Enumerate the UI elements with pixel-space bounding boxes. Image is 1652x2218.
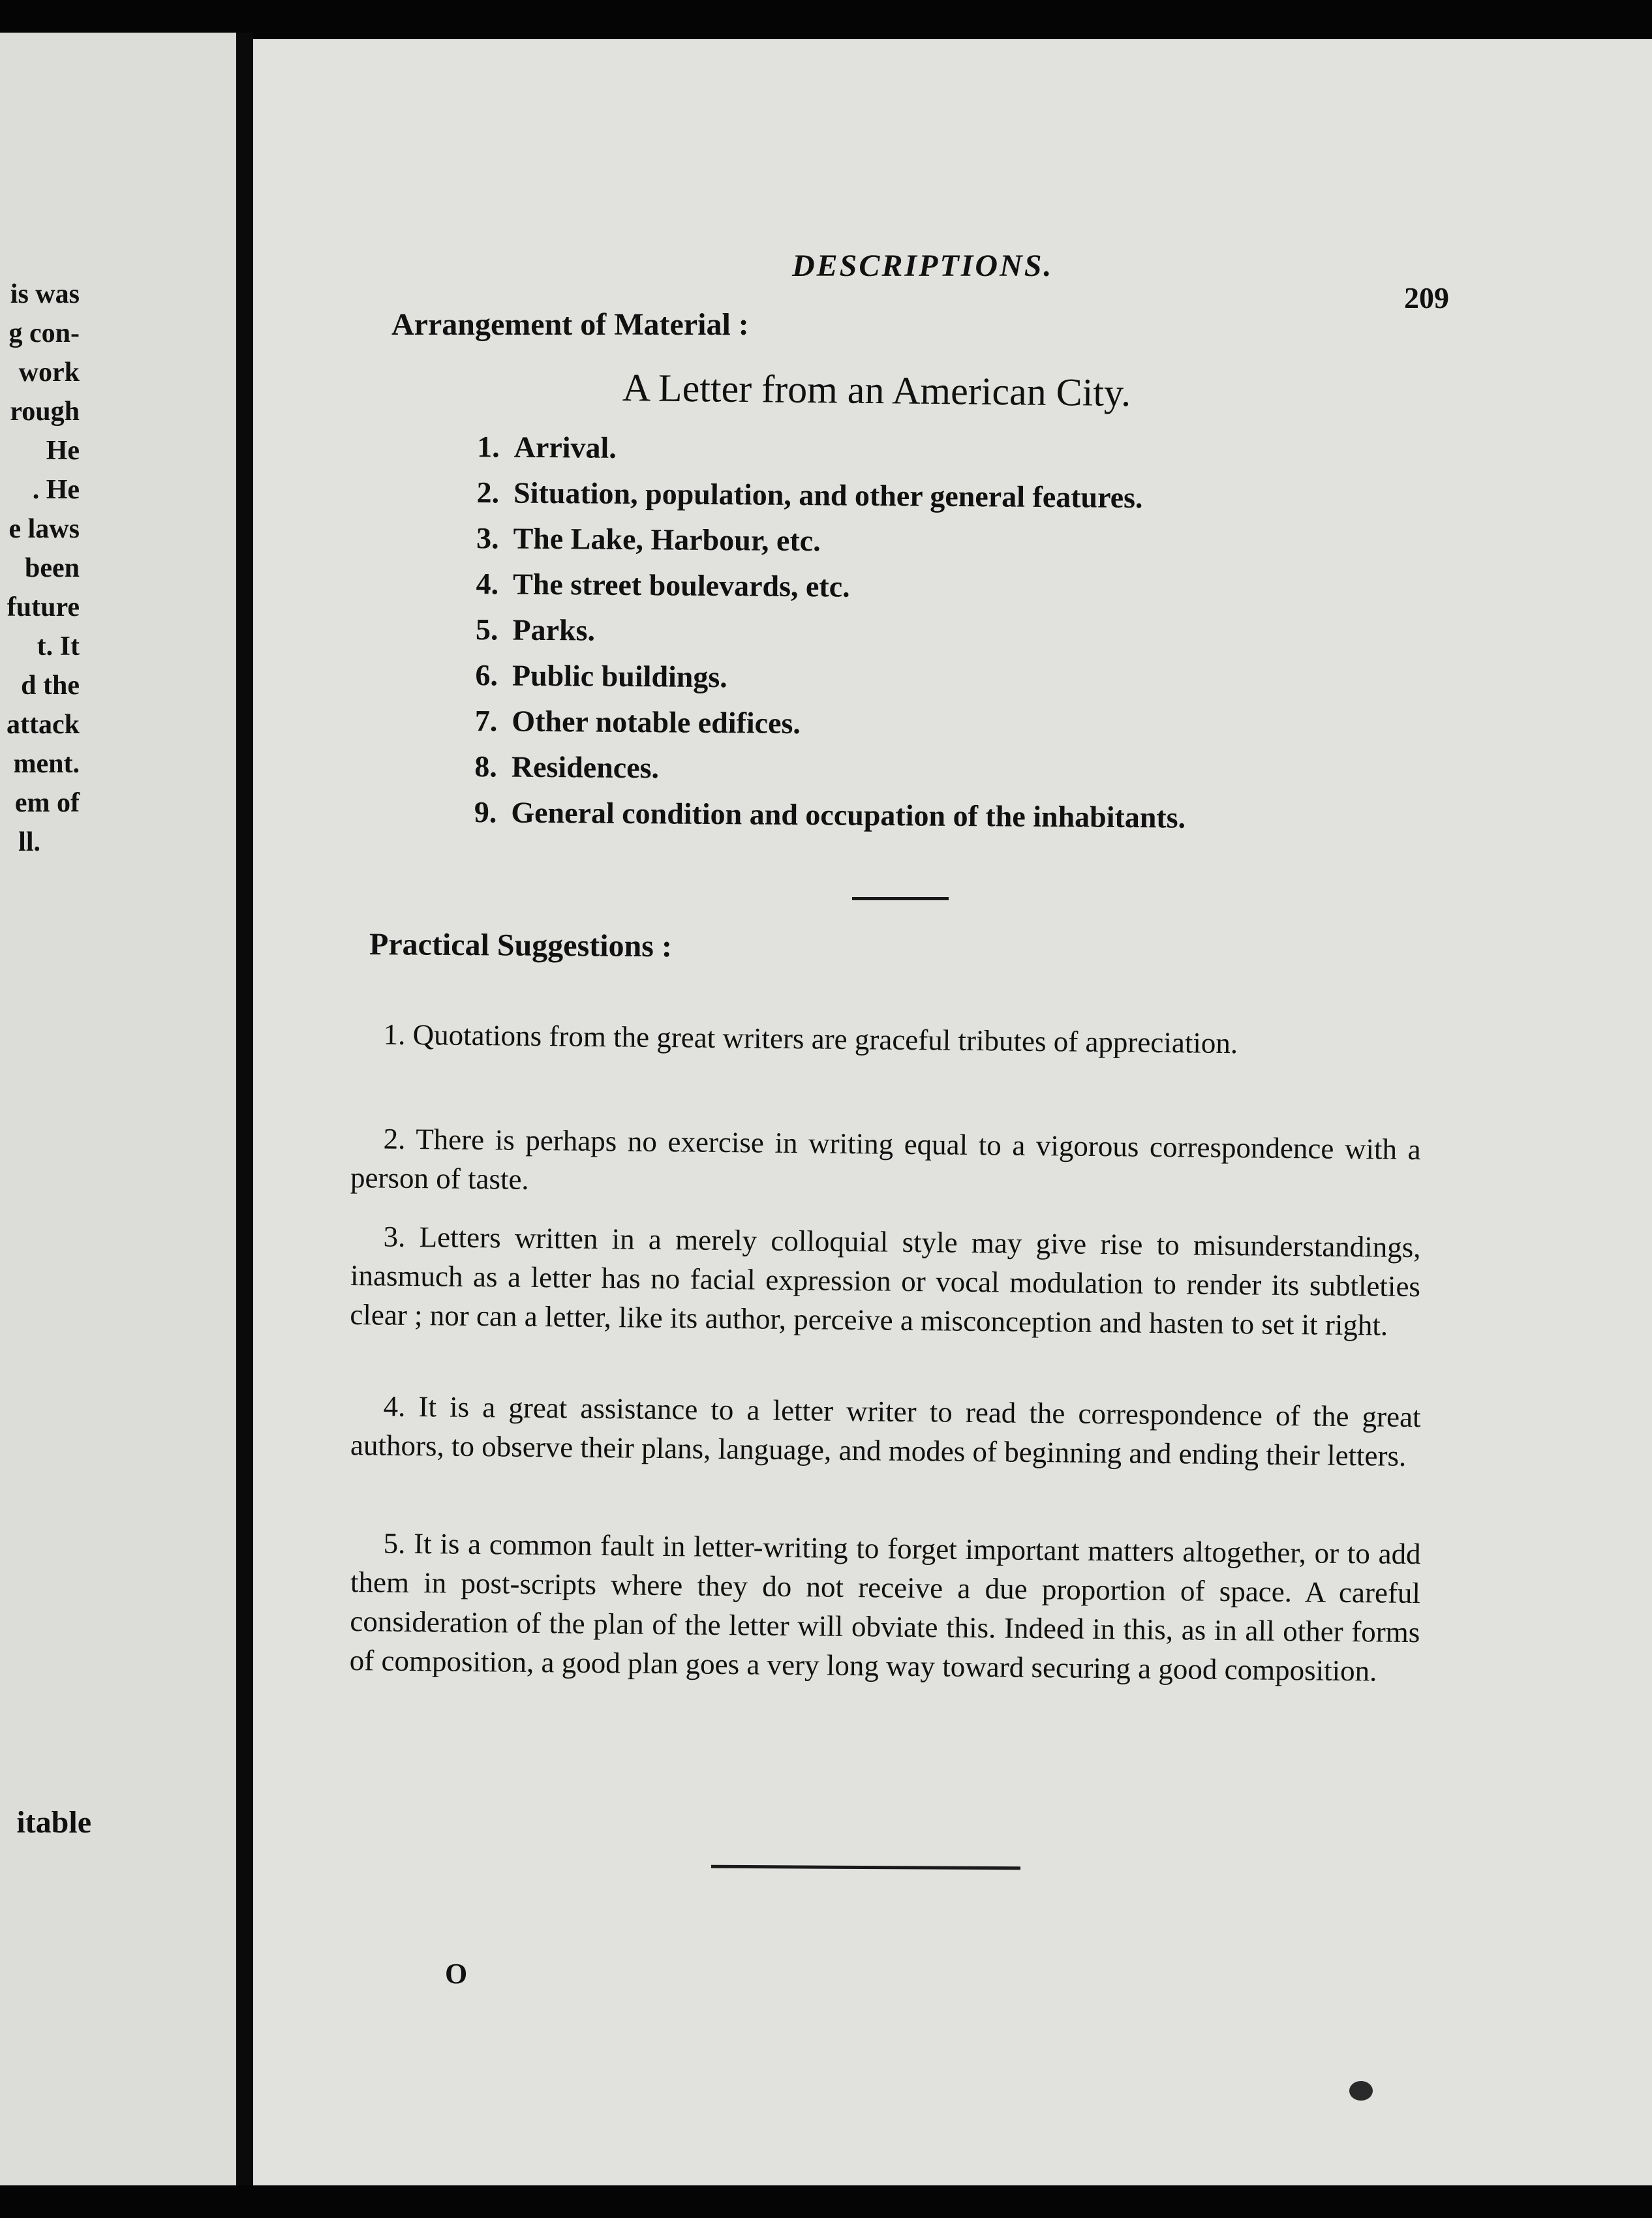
running-head: DESCRIPTIONS. [792,249,1054,283]
left-page-fragment: d the [21,671,80,701]
outline-item [462,561,1187,613]
outline-text: Situation, population, and other general features. [513,476,1143,515]
left-page-fragment: attack [7,710,80,740]
suggestion-paragraph: 3. Letters written in a merely colloquial style may give rise to misunderstandings, inasmuch as a letter has no facial expression or vocal modulation to render its subtleties clear ; nor can a letter, like its author, perceive a misconception and hasten to set it right. [350,1220,1421,1342]
outline-text: The Lake, Harbour, etc. [513,521,821,558]
left-page-fragment: work [18,357,80,387]
arrangement-heading: Arrangement of Material : [391,307,749,342]
outline-item [463,470,1188,521]
outline-number: 3. [476,521,499,555]
suggestion-paragraph: 1. Quotations from the great writers are graceful tributes of appreciation. [383,1018,1238,1060]
left-page-fragment: been [25,553,80,583]
left-page-fragment: is was [10,279,80,309]
left-page-fragment: . He [32,475,80,505]
left-page-fragment: t. It [37,631,80,661]
outline-number: 5. [475,613,498,646]
outline-item [461,607,1187,658]
page-number: 209 [1404,281,1449,314]
letter-title: A Letter from an American City. [622,366,1131,415]
outline-text: Parks. [512,613,596,647]
outline-item [462,515,1187,567]
outline-number: 8. [474,750,498,783]
outline-item [461,652,1187,704]
outline-text: General condition and occupation of the inhabitants. [511,795,1186,834]
outline-text: Other notable edifices. [512,704,801,740]
outline-number: 6. [475,658,498,692]
outline-number: 2. [476,476,500,509]
left-page-fragment: e laws [8,514,80,544]
outline-text: Public buildings. [512,658,727,694]
outline-text: The street boulevards, etc. [512,567,850,603]
suggestion-paragraph: 5. It is a common fault in letter-writing to forget important matters altogether, or to add them in post-scripts where they do not receive a due proportion of space. A careful consideration of the plan of the letter will obviate this. Indeed in this, as in all other forms of composition, a good plan goes a very long way toward securing a good composition. [349,1527,1421,1688]
left-page-fragment: itable [16,1805,91,1840]
outline-list [460,424,1189,841]
outline-text: Residences. [511,750,660,785]
end-rule [711,1865,1020,1870]
left-page-fragment: ment. [13,749,80,779]
ink-blot [1349,2081,1373,2101]
signature-mark: O [445,1958,468,1990]
left-page-fragment: ll. [18,827,40,857]
left-page-fragment: future [7,592,80,622]
suggestions-heading: Practical Suggestions : [369,927,673,964]
left-page-fragment: rough [10,397,80,427]
left-page-fragment: g con- [8,318,80,348]
outline-item [460,789,1185,841]
outline-number: 9. [474,795,497,829]
main-page [253,39,1652,2185]
outline-number: 7. [474,704,498,738]
adjacent-left-page [0,33,236,2185]
outline-number: 1. [477,430,500,464]
outline-item [461,744,1186,795]
section-divider [852,897,949,900]
outline-item [463,424,1188,476]
left-page-fragment: em of [14,788,80,818]
outline-item [461,698,1186,750]
outline-number: 4. [476,567,499,601]
book-gutter [236,33,253,2185]
suggestion-paragraph: 4. It is a great assistance to a letter writer to read the correspondence of the great authors, to observe their plans, language, and modes of beginning and ending their letters. [350,1390,1421,1472]
outline-text: Arrival. [513,430,617,464]
suggestion-paragraph: 2. There is perhaps no exercise in writing equal to a vigorous correspondence with a person of taste. [350,1122,1421,1196]
left-page-fragment: He [46,436,80,466]
